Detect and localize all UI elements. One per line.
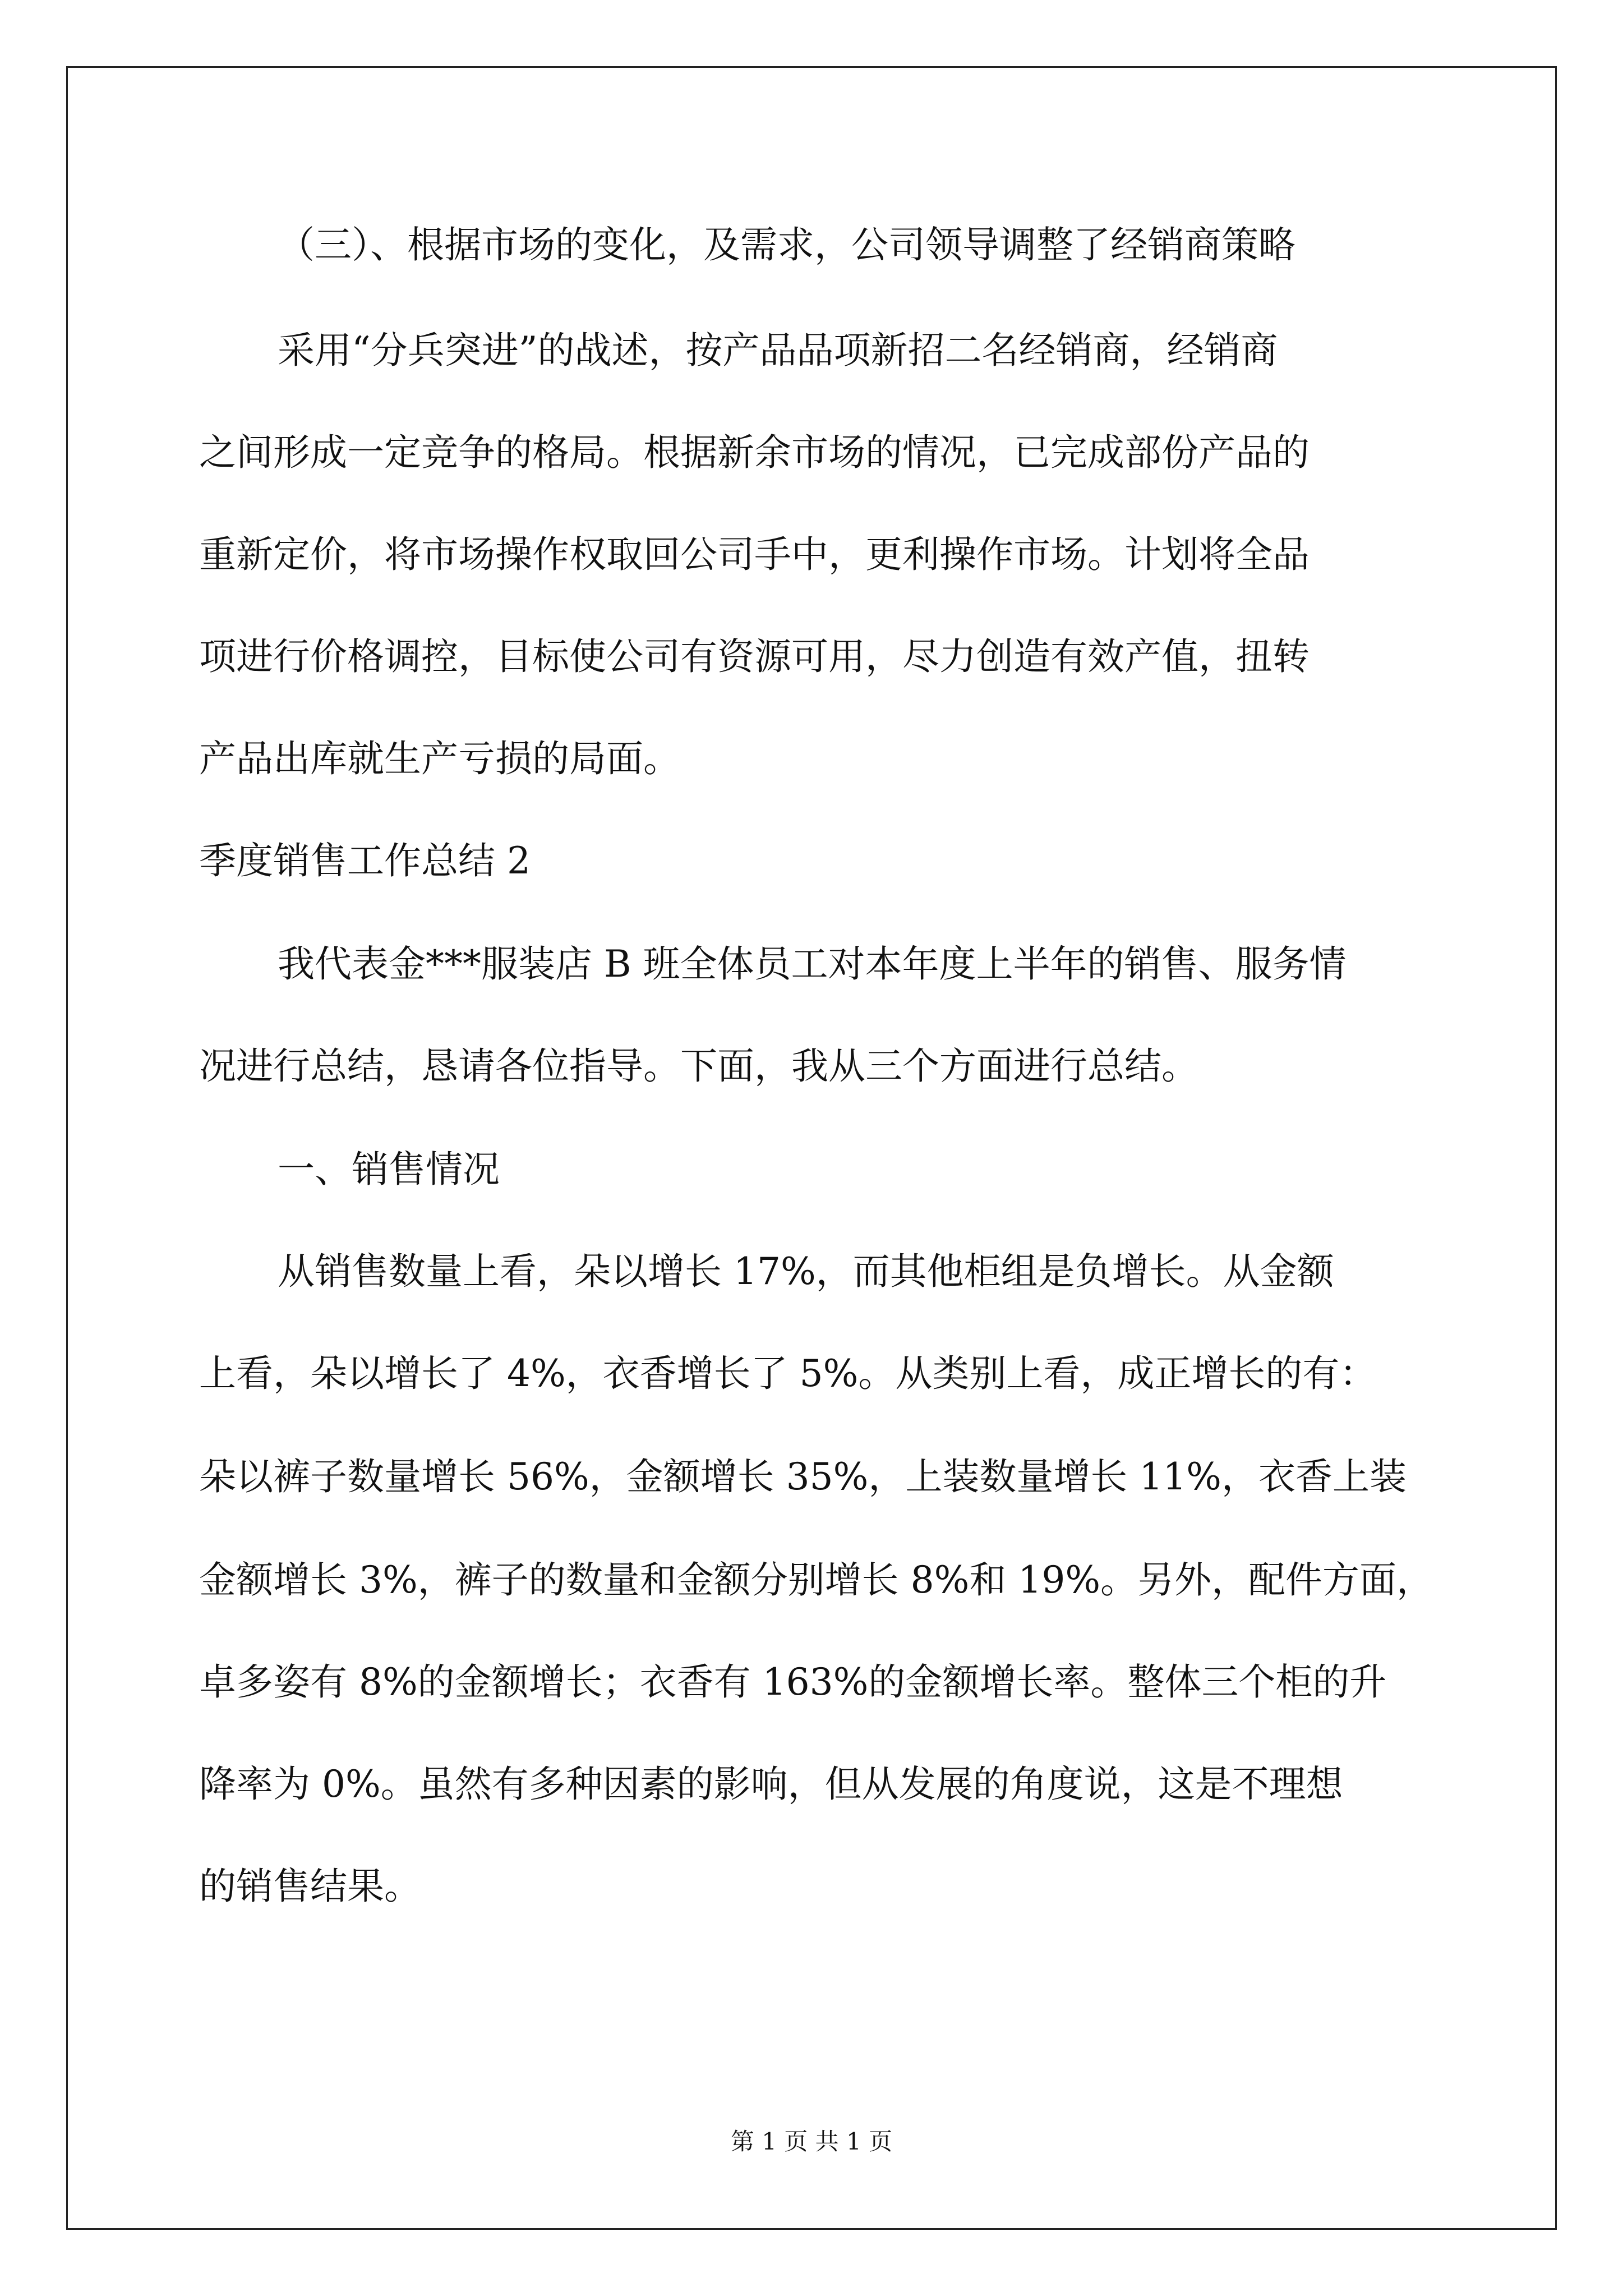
- paragraph-line: 产品出库就生产亏损的局面。: [199, 737, 680, 780]
- section-heading-strategy: （三）、根据市场的变化，及需求，公司领导调整了经销商策略: [278, 223, 1295, 266]
- paragraph-line: 从销售数量上看，朵以增长 17%，而其他柜组是负增长。从金额: [278, 1250, 1334, 1293]
- paragraph-line: 卓多姿有 8%的金额增长；衣香有 163%的金额增长率。整体三个柜的升: [199, 1660, 1387, 1704]
- paragraph-line: 金额增长 3%，裤子的数量和金额分别增长 8%和 19%。另外，配件方面，: [199, 1558, 1434, 1602]
- paragraph-line: 之间形成一定竞争的格局。根据新余市场的情况，已完成部份产品的: [199, 431, 1310, 474]
- paragraph-line: 况进行总结，恳请各位指导。下面，我从三个方面进行总结。: [199, 1045, 1198, 1088]
- paragraph-line: 采用“分兵突进”的战述，按产品品项新招二名经销商，经销商: [278, 329, 1278, 372]
- paragraph-line: 朵以裤子数量增长 56%，金额增长 35%，上装数量增长 11%，衣香上装: [199, 1455, 1407, 1498]
- subsection-heading: 一、销售情况: [278, 1148, 500, 1191]
- section-title: 季度销售工作总结 2: [199, 839, 531, 882]
- paragraph-line: 降率为 0%。虽然有多种因素的影响，但从发展的角度说，这是不理想: [199, 1763, 1343, 1806]
- paragraph-line: 的销售结果。: [199, 1865, 421, 1908]
- paragraph-line: 重新定价，将市场操作权取回公司手中，更利操作市场。计划将全品: [199, 533, 1310, 576]
- paragraph-line: 上看，朵以增长了 4%，衣香增长了 5%。从类别上看，成正增长的有：: [199, 1352, 1377, 1395]
- paragraph-line: 项进行价格调控，目标使公司有资源可用，尽力创造有效产值，扭转: [199, 635, 1310, 678]
- paragraph-line: 我代表金***服装店 B 班全体员工对本年度上半年的销售、服务情: [278, 942, 1347, 986]
- page-footer: 第 1 页 共 1 页: [730, 2128, 893, 2155]
